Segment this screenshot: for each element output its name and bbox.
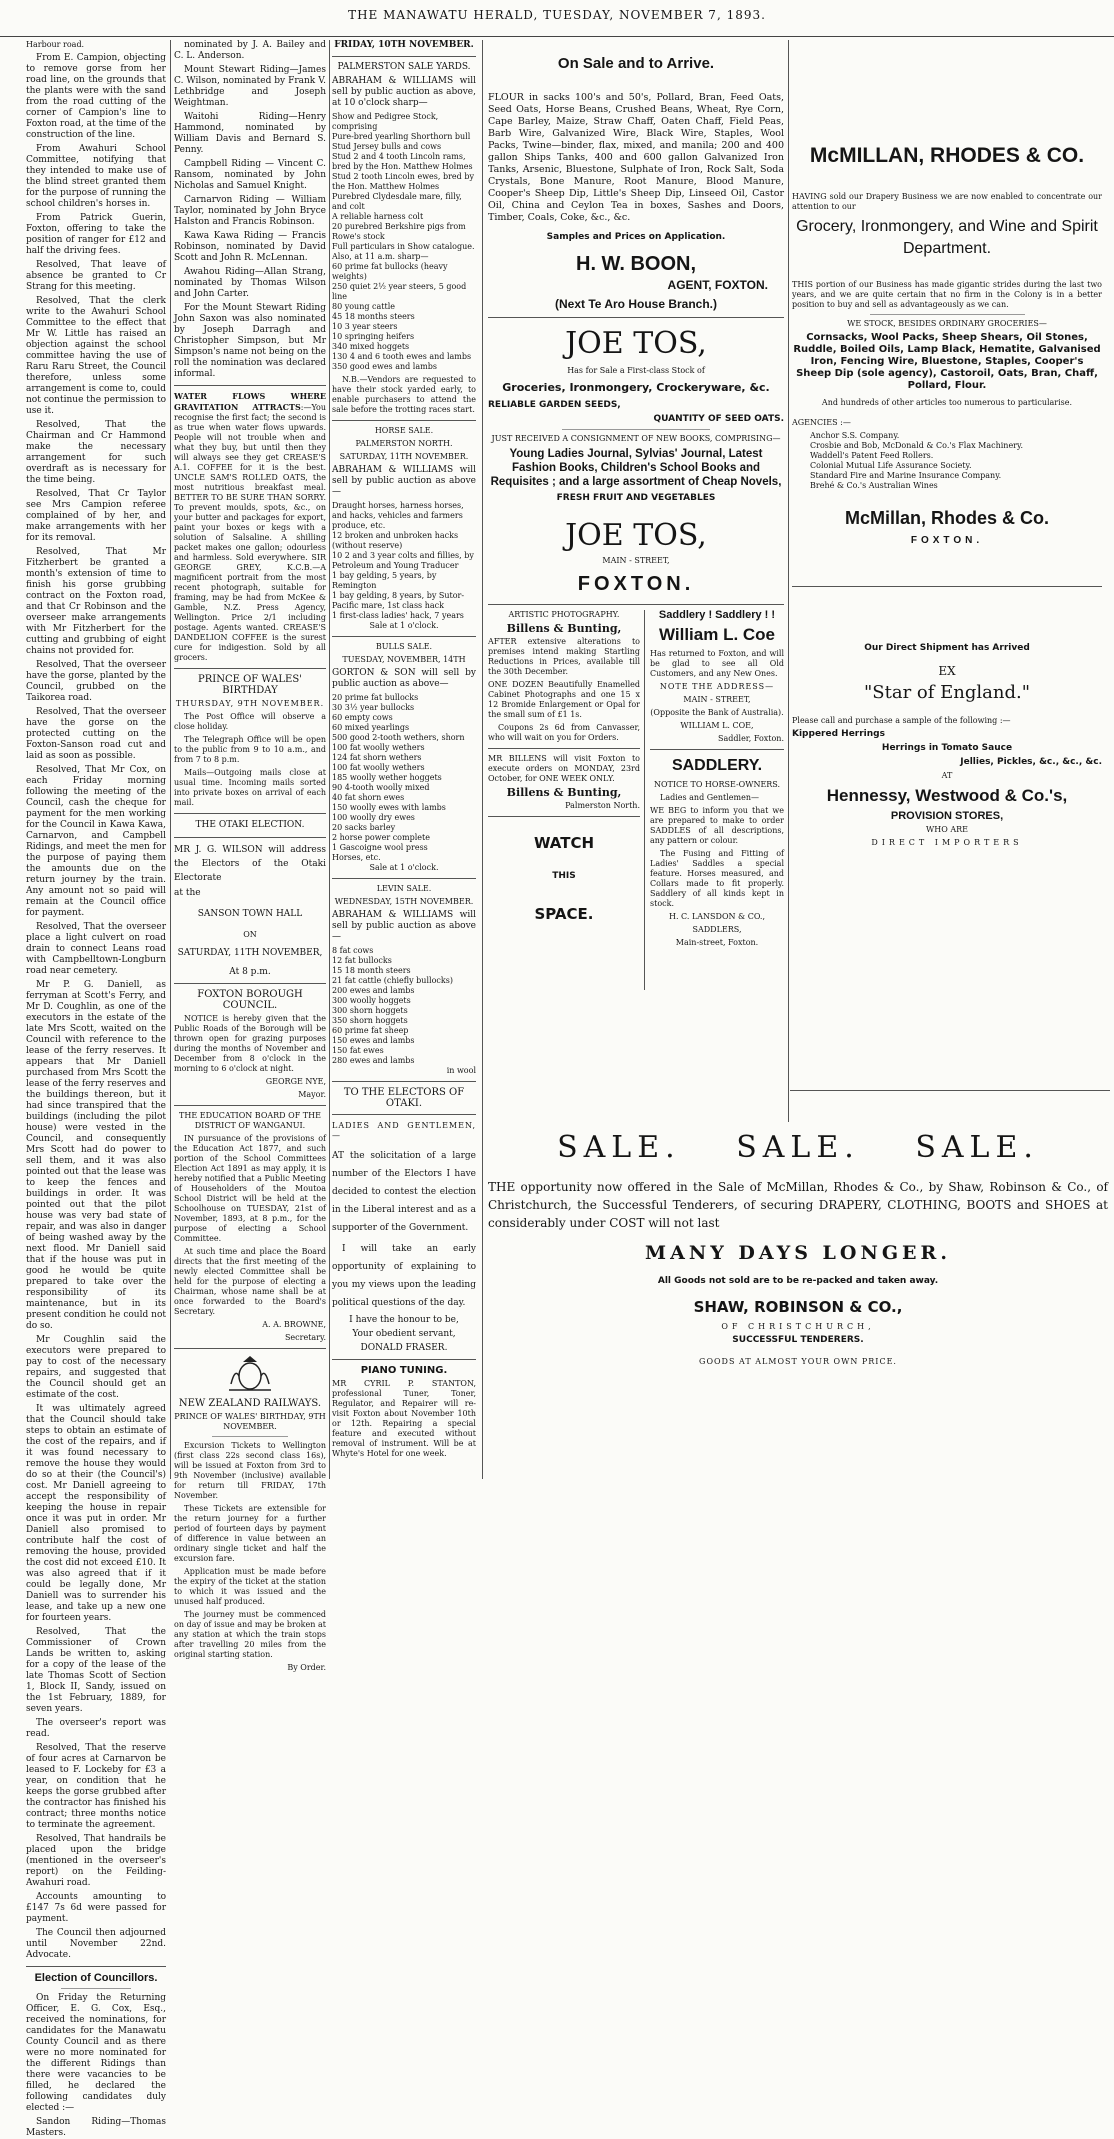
stock-list-item: Purebred Clydesdale mare, filly, and colt xyxy=(332,192,462,211)
levin-list-item: 150 fat ewes xyxy=(332,1046,384,1055)
just-received: JUST RECEIVED A CONSIGNMENT OF NEW BOOKS, COMPRISING— xyxy=(491,434,781,443)
agencies-heading: AGENCIES :— xyxy=(792,418,851,427)
on-sale-title: On Sale and to Arrive. xyxy=(557,55,715,72)
levin-list-item: 60 prime fat sheep xyxy=(332,1026,409,1035)
stock-list-item: 45 18 months steers xyxy=(332,312,415,321)
we-stock: WE STOCK, BESIDES ORDINARY GROCERIES— xyxy=(847,319,1047,328)
horse-list-item: Draught horses, harness horses, and hacks, vehicles and farmers produce, etc. xyxy=(332,501,464,530)
successful-tenderers: SUCCESSFUL TENDERERS. xyxy=(732,1335,864,1345)
railways-p1: Excursion Tickets to Wellington (first class 22s second class 16s), will be issued at Foxton from 3rd to 9th November (inclusive) available for return till FRIDAY, 17th November. xyxy=(174,1441,326,1500)
otaki-line2: at the xyxy=(174,888,201,898)
space-line: SPACE. xyxy=(534,905,594,923)
divider xyxy=(870,314,1025,315)
piano-text: MR CYRIL P. STANTON, professional Tuner, Toner, Regulator, and Repairer will re-visit Foxton about November 10th or 12th. Repairing a special feature and executed without removal of instrument. Will be at Whyte's Hotel for one week. xyxy=(332,1379,476,1458)
report-paragraph: Resolved, That Cr Taylor see Mrs Campion referee complained of by her, and make arrangements with her for its removal. xyxy=(26,489,166,543)
report-paragraph: Resolved, That the Commissioner of Crown Lands be written to, asking for a copy of the lease of the late Thomas Scott of Section 1, Block II, Sandy, issued on the 1st February, 1889, for seven years. xyxy=(26,1627,166,1714)
coe-text: Has returned to Foxton, and will be glad to see all Old Customers, and any New Ones. xyxy=(650,649,784,678)
foxton-heading: FOXTON. xyxy=(577,573,695,595)
direct-shipment: Our Direct Shipment has Arrived xyxy=(864,643,1030,653)
prince-p1: The Post Office will observe a close holiday. xyxy=(174,712,326,731)
gorton-list-item: Horses, etc. xyxy=(332,853,381,862)
gorton-list-item: 2 horse power complete xyxy=(332,833,430,842)
divider xyxy=(790,1090,1110,1091)
divider xyxy=(332,1359,476,1360)
note-address: NOTE THE ADDRESS— xyxy=(659,682,775,691)
grocery-heading: Grocery, Ironmongery, and Wine and Spirit Department. xyxy=(796,218,1098,257)
election-paragraph: Sandon Riding—Thomas Masters. xyxy=(26,2117,166,2138)
gorton-list-item: 40 fat shorn ewes xyxy=(332,793,405,802)
saddlery-heading: Saddlery ! Saddlery ! ! xyxy=(658,609,776,621)
report-paragraph: Resolved, That the overseer have the gorse, planted by the Council, grubbed on the Taikorea road. xyxy=(26,660,166,703)
prince-date: THURSDAY, 9TH NOVEMBER. xyxy=(175,699,325,708)
horse-sale-heading: HORSE SALE. xyxy=(374,426,434,435)
levin-list-item: 280 ewes and lambs xyxy=(332,1056,415,1065)
foxton-borough-sig: GEORGE NYE, xyxy=(265,1077,326,1086)
jellies-pickles: Jellies, Pickles, &c., &c., &c. xyxy=(960,757,1102,767)
divider xyxy=(488,317,784,318)
report-paragraph: The Council then adjourned until November 22nd. Advocate. xyxy=(26,1928,166,1960)
stock-list-item: 130 4 and 6 tooth ewes and lambs xyxy=(332,352,472,361)
mcmillan-foxton: FOXTON. xyxy=(910,535,984,546)
gorton-list-item: 60 empty cows xyxy=(332,713,393,722)
levin-list-item: 350 shorn hoggets xyxy=(332,1016,408,1025)
saddlery-ads xyxy=(650,610,784,951)
divider xyxy=(61,1988,131,1989)
gorton-list-item: 1 Gascoigne wool press xyxy=(332,843,428,852)
report-paragraph: From Patrick Guerin, Foxton, offering to take the position of ranger for £12 and half the driving fees. xyxy=(26,213,166,256)
divider xyxy=(174,1105,326,1106)
gorton-list-item: 90 4-tooth woolly mixed xyxy=(332,783,430,792)
report-paragraph: Accounts amounting to £147 7s 6d were passed for payment. xyxy=(26,1892,166,1924)
divider xyxy=(212,1436,288,1437)
lansdon-address: Main-street, Foxton. xyxy=(675,938,759,947)
ex-line: EX xyxy=(938,664,956,678)
levin-intro: ABRAHAM & WILLIAMS will sell by public auction as above— xyxy=(332,910,476,942)
seed-oats: QUANTITY OF SEED OATS. xyxy=(653,414,784,424)
nomination-paragraph: Kawa Kawa Riding — Francis Robinson, nominated by David Scott and John R. McLennan. xyxy=(174,231,326,263)
education-role: Secretary. xyxy=(284,1333,326,1342)
fragment-heading: Harbour road. xyxy=(26,40,85,49)
ladies-gentlemen: Ladies and Gentlemen— xyxy=(660,793,759,802)
coupons-text: Coupons 2s 6d from Canvasser, who will wait on you for Orders. xyxy=(488,723,640,742)
stock-list-item: 60 prime fat bullocks (heavy weights) xyxy=(332,262,448,281)
lower-ads-row xyxy=(488,610,784,1010)
piano-heading: PIANO TUNING. xyxy=(360,1365,448,1376)
divider xyxy=(332,420,476,421)
fresh-fruit: FRESH FRUIT AND VEGETABLES xyxy=(556,493,716,503)
billens-name: Billens & Bunting, xyxy=(506,622,622,635)
education-sig: A. A. BROWNE, xyxy=(262,1320,326,1329)
prince-p2: The Telegraph Office will be open to the public from 9 to 10 a.m., and from 7 to 8 p.m. xyxy=(174,735,326,764)
divider xyxy=(332,1081,476,1082)
ab-intro: ABRAHAM & WILLIAMS will sell by public auction as above, at 10 o'clock sharp— xyxy=(332,76,476,108)
water-heading: WATER FLOWS WHERE GRAVITATION ATTRACTS xyxy=(174,391,326,412)
divider xyxy=(332,636,476,637)
divider xyxy=(174,668,326,669)
mcmillan-heading: McMILLAN, RHODES & CO. xyxy=(809,144,1085,167)
levin-sale-date: WEDNESDAY, 15TH NOVEMBER. xyxy=(334,897,474,906)
report-paragraph: Resolved, That Mr Cox, on each Friday morning following the meeting of the Council, cash the cheque for payment for the men working for the Council in Kawa Kawa, Carnarvon, and Campbell Ridings, and meet the men for the purpose of paying them the amounts due on the return journey by the train. Any amount not so paid will remain at the Council office for payment. xyxy=(26,765,166,918)
gorton-list-item: 60 mixed yearlings xyxy=(332,723,410,732)
gorton-list-item: 100 fat woolly wethers xyxy=(332,763,425,772)
column-rule xyxy=(329,40,330,1479)
column-rule xyxy=(170,40,171,1479)
horse-list-item: 12 broken and unbroken hacks (without reserve) xyxy=(332,531,459,550)
mcmillan-heading-2: McMillan, Rhodes & Co. xyxy=(844,508,1049,528)
fraser-text2: I will take an early opportunity of explaining to you my views upon the leading political questions of the day. xyxy=(332,1244,476,1308)
column-nominations-notices xyxy=(174,40,326,1672)
stock-list-item: 340 mixed hoggets xyxy=(332,342,410,351)
levin-list-item: 300 shorn hoggets xyxy=(332,1006,408,1015)
please-call: Please call and purchase a sample of the following :— xyxy=(792,716,1011,725)
royal-crest-icon xyxy=(225,1354,275,1394)
of-christchurch: OF CHRISTCHURCH, xyxy=(721,1322,875,1331)
watch-line: WATCH xyxy=(533,834,595,852)
palmerston-north: Palmerston North. xyxy=(565,801,640,810)
horse-list-item: 1 bay gelding, 8 years, by Sutor-Pacific mare, 1st class hack xyxy=(332,591,465,610)
provision-stores: PROVISION STORES, xyxy=(890,810,1004,822)
report-paragraph: From Awahuri School Committee, notifying that they intended to make use of the blind street granted them for the purpose of running the school children's horses in. xyxy=(26,144,166,209)
horse-sale-date: SATURDAY, 11TH NOVEMBER. xyxy=(339,452,469,461)
billens-name-2: Billens & Bunting, xyxy=(506,786,622,799)
this-portion: THIS portion of our Business has made gigantic strides during the last two years, and we are quite certain that no firm in the Colony is in a better position to buy and sell as advantageously as we can. xyxy=(792,280,1102,309)
divider xyxy=(174,983,326,984)
divider xyxy=(644,610,645,990)
coe-signature: WILLIAM L. COE, xyxy=(680,721,754,730)
boon-name: H. W. BOON, xyxy=(576,253,696,275)
honour-line: I have the honour to be, xyxy=(349,1315,459,1325)
election-paragraph: On Friday the Returning Officer, E. G. Cox, Esq., received the nominations, for candidates for the Manawatu County Council and as there were no more nominated for the different Ridings than there were vacancies to be filled, he declared the following candidates duly elected :— xyxy=(26,1993,166,2113)
opposite-bank: (Opposite the Bank of Australia). xyxy=(650,708,784,717)
horse-sale-intro: ABRAHAM & WILLIAMS will sell by public auction as above— xyxy=(332,465,476,497)
report-paragraph: Resolved, That the overseer place a light culvert on road drain to connect Leans road with Campbelltown-Longburn road near cemetery. xyxy=(26,922,166,976)
agency-item: Standard Fire and Marine Insurance Company. xyxy=(810,471,1002,480)
billens-visit: MR BILLENS will visit Foxton to execute orders on MONDAY, 23rd October, for ONE WEEK ONLY. xyxy=(488,754,640,783)
nomination-paragraphs xyxy=(174,40,326,380)
electors-heading: TO THE ELECTORS OF OTAKI. xyxy=(343,1087,465,1109)
railways-p4: The journey must be commenced on day of issue and may be broken at any station at which the train stops after travelling 20 miles from the original starting station. xyxy=(174,1610,326,1659)
levin-sale-heading: LEVIN SALE. xyxy=(376,884,432,893)
report-paragraph: It was ultimately agreed that the Council should take steps to obtain an estimate of the cost of the repairs, and if it was found necessary to remove the house they would do so at their (the Council's) cost. Mr Daniell agreeing to accept the responsibility of keeping the house in repair once it was put in order. Mr Daniell also promised to contribute half the cost of removing the house, provided the cost did not exceed £10. It was also agreed that if it could be legally done, Mr Daniell was to surrender his lease, and take up a new one for fourteen years. xyxy=(26,1404,166,1623)
joe-tos-heading-2: JOE TOS, xyxy=(565,518,707,553)
water-text: :—You recognise the first fact; the second is as true when water flows upwards. People will not trouble when and what they buy, but until then they will always see they get CREASE'S A.1. COFFEE for it is the best. UNCLE SAM'S ROLLED OATS, the most nutritious breakfast meal. BETTER TO BE SURE THAN SORRY. To prevent moulds, spots, &c., on your butter and packages for export, paint your boxes or kegs with a solution of Salsaline. A shilling packet makes one gallon; odourless and harmless. Sold everywhere. SIR GEORGE GREY, K.C.B.—A magnificent portrait from the most recent photograph, suitable for framing, may be had from McKee & Gamble, N.Z. Press Agency, Wellington. Price 2/1 including postage. Agents wanted. CREASE'S DANDELION COFFEE is the surest cure for indigestion. Sold by all grocers. xyxy=(174,403,326,662)
main-street: MAIN - STREET, xyxy=(602,556,670,565)
levin-list xyxy=(332,946,476,1066)
coe-main-street: MAIN - STREET, xyxy=(683,695,751,704)
report-paragraph: Mr P. G. Daniell, as ferryman at Scott's Ferry, and Mr D. Coughlin, as one of the executors in the estate of the late Mrs Scott, waited on the Council with reference to the lease of the ferry reserves. It appears that Mr Daniell purchased from Mrs Scott the lease of the ferry reserves and the buildings thereon, but it had since transpired that the buildings (including the pilot house) were vested in the Council, and consequently Mrs Scott had do power to sell them, and it was also pointed out that the lease was to keep the fences and buildings in order. It was pointed out that the pilot house was very bad state of repair, and was also in danger of being washed away by the next flood. Mr Daniell said that if the house was put in good he would be quite prepared to take over the responsibility of its maintenance, but in its present condition he could not do so. xyxy=(26,980,166,1331)
at-line: AT xyxy=(941,771,953,780)
gorton-list xyxy=(332,693,476,863)
gorton-time: Sale at 1 o'clock. xyxy=(369,863,439,872)
levin-list-item: 8 fat cows xyxy=(332,946,374,955)
otaki-line1: MR J. G. WILSON will address the Electors of the Otaki Electorate xyxy=(174,845,326,883)
gorton-list-item: 100 woolly dry ewes xyxy=(332,813,415,822)
gorton-list-item: 20 sacks barley xyxy=(332,823,396,832)
prince-title: PRINCE OF WALES' BIRTHDAY xyxy=(198,674,302,696)
otaki-title: THE OTAKI ELECTION. xyxy=(195,820,305,830)
divider xyxy=(174,837,326,838)
stock-list-item: Stud 2 tooth Lincoln ewes, bred by the Hon. Matthew Holmes xyxy=(332,172,474,191)
gorton-list-item: 500 good 2-tooth wethers, shorn xyxy=(332,733,465,742)
foxton-borough-role: Mayor. xyxy=(298,1090,326,1099)
agency-item: Crosbie and Bob, McDonald & Co.'s Flax Machinery. xyxy=(810,441,1024,450)
horse-list xyxy=(332,501,476,621)
bulls-sale-date: TUESDAY, NOVEMBER, 14TH xyxy=(342,655,466,664)
photography-ad xyxy=(488,610,640,946)
friday-date: FRIDAY, 10TH NOVEMBER. xyxy=(334,40,474,50)
divider xyxy=(562,429,710,430)
railways-p3: Application must be made before the expiry of the ticket at the station to which it was issued and the unused half produced. xyxy=(174,1567,326,1606)
report-paragraph: Mr Coughlin said the executors were prepared to pay to cost of the necessary repairs, and suggested that the Council should get an estimate of the cost. xyxy=(26,1335,166,1400)
divider xyxy=(332,1114,476,1115)
lansdon-saddlers: SADDLERS, xyxy=(692,925,742,934)
stock-list-item: Stud Jersey bulls and cows xyxy=(332,142,442,151)
stock-list xyxy=(332,112,476,372)
hennessy-heading: Hennessy, Westwood & Co.'s, xyxy=(826,786,1068,805)
photography-text2: ONE DOZEN Beautifully Enamelled Cabinet Photographs and one 15 x 12 Bromide Enlargement or Opal for the small sum of £1 1s. xyxy=(488,680,640,719)
sale-advertisement xyxy=(488,1122,1108,1482)
having-sold: HAVING sold our Drapery Business we are now enabled to concentrate our attention to our xyxy=(792,192,1102,211)
divider xyxy=(650,749,784,750)
on-sale-text: FLOUR in sacks 100's and 50's, Pollard, Bran, Feed Oats, Seed Oats, Horse Beans, Crushed Beans, Wheat, Rye Corn, Cape Barley, Maize, Straw Chaff, Oaten Chaff, Field Peas, Barb Wire, Galvanized Wire, Black Wire, Staples, Wool Packs, Twine—binder, flax, mixed, and manila; 200 and 400 gallon Ships Tanks, 400 and 600 gallon Galvanized Iron Tanks, Arsenic, Bluestone, Sulphate of Iron, Rock Salt, Soda Crystals, Bone Manure, Root Manure, Blood Manure, Cooper's Sheep Dip, Little's Sheep Dip, Linseed Oil, Castor Oil, China and Ceylon Tea in boxes, Sashes and Doors, Timber, Coals, Coke, &c., &c. xyxy=(488,92,784,223)
nomination-paragraph: Campbell Riding — Vincent C. Ransom, nominated by John Nicholas and Samuel Knight. xyxy=(174,159,326,191)
horse-list-item: 1 first-class ladies' hack, 7 years xyxy=(332,611,464,620)
horse-list-item: 1 bay gelding, 5 years, by Remington xyxy=(332,571,437,590)
nomination-paragraph: For the Mount Stewart Riding John Saxon was also nominated by Joseph Darragh and Christopher Simpson, but Mr Simpson's name not being on the roll the nomination was declared informal. xyxy=(174,303,326,379)
photography-heading: ARTISTIC PHOTOGRAPHY. xyxy=(508,610,620,619)
column-rule xyxy=(482,40,483,1479)
in-wool-note: in wool xyxy=(446,1066,476,1075)
column-mcmillan-ads xyxy=(792,40,1102,1080)
nomination-paragraph: nominated by J. A. Bailey and C. L. Anderson. xyxy=(174,40,326,61)
nomination-paragraph: Awahou Riding—Allan Strang, nominated by Thomas Wilson and John Carter. xyxy=(174,267,326,299)
notice-horse-owners: NOTICE TO HORSE-OWNERS. xyxy=(653,780,781,789)
gorton-list-item: 20 prime fat bullocks xyxy=(332,693,419,702)
stock-list-item: Show and Pedigree Stock, comprising xyxy=(332,112,439,131)
photography-text: AFTER extensive alterations to premises intend making Startling Reductions in Prices, available till the 30th December. xyxy=(488,637,640,676)
this-line: THIS xyxy=(552,871,576,881)
gorton-list-item: 185 woolly wether hoggets xyxy=(332,773,442,782)
servant-line: Your obedient servant, xyxy=(352,1329,456,1339)
stock-list-item: Also, at 11 a.m. sharp— xyxy=(332,252,429,261)
divider xyxy=(332,56,476,57)
report-paragraph: Resolved, That leave of absence be granted to Cr Strang for this meeting. xyxy=(26,260,166,292)
nomination-paragraph: Mount Stewart Riding—James C. Wilson, nominated by Frank V. Lethbridge and Joseph Weightman. xyxy=(174,65,326,108)
boon-agent: AGENT, FOXTON. xyxy=(667,278,768,292)
star-of-england: "Star of England." xyxy=(864,682,1030,703)
stock-list-item: 10 3 year steers xyxy=(332,322,398,331)
divider xyxy=(792,586,1102,587)
agency-item: Anchor S.S. Company. xyxy=(810,431,900,440)
vendors-note: N.B.—Vendors are requested to have their stock yarded early, to enable purchasers to attend the sale before the trotting races start. xyxy=(332,375,476,414)
election-paragraphs xyxy=(26,1993,166,2139)
levin-list-item: 15 18 month steers xyxy=(332,966,411,975)
otaki-time: At 8 p.m. xyxy=(229,967,271,977)
otaki-place: SANSON TOWN HALL xyxy=(197,909,303,919)
horse-sale-time: Sale at 1 o'clock. xyxy=(369,621,439,630)
hundreds-line: And hundreds of other articles too numerous to particularise. xyxy=(821,398,1073,407)
gorton-intro: GORTON & SON will sell by public auction as above— xyxy=(332,668,476,689)
report-paragraph: Resolved, That Mr Fitzherbert be granted a month's extension of time to finish his gorse grubbing contract on the Foxton road, and that Cr Robinson and the overseer make arrangements with Mr Fitzherbert for the cutting and grubbing of eight chains not provided for. xyxy=(26,547,166,656)
sale-text: THE opportunity now offered in the Sale of McMillan, Rhodes & Co., by Shaw, Robinson & Co., of Christchurch, the Successful Tenderers, of securing DRAPERY, CLOTHING, BOOTS and SHOES at considerably under COST will not last xyxy=(488,1180,1108,1230)
has-for-sale: Has for Sale a First-class Stock of xyxy=(567,366,705,375)
fraser-text: AT the solicitation of a large number of the Electors I have decided to contest the election in the Liberal interest and as a supporter of the Government. xyxy=(332,1151,476,1233)
masthead: THE MANAWATU HERALD, TUESDAY, NOVEMBER 7, 1893. xyxy=(0,0,1114,37)
herrings-tomato: Herrings in Tomato Sauce xyxy=(881,743,1013,753)
groceries-line: Groceries, Ironmongery, Crockeryware, &c. xyxy=(502,381,770,394)
horse-list-item: 10 2 and 3 year colts and fillies, by Petroleum and Young Traducer xyxy=(332,551,474,570)
gorton-list-item: 30 3½ year bullocks xyxy=(332,703,415,712)
railways-p2: These Tickets are extensible for the return journey for a further period of fourteen days by payment of difference in value between an ordinary single ticket and half the excursion fare. xyxy=(174,1504,326,1563)
repacked-line: All Goods not sold are to be re-packed and taken away. xyxy=(657,1276,939,1286)
divider xyxy=(488,748,640,749)
nomination-paragraph: Waitohi Riding—Henry Hammond, nominated by William Davis and Bernard S. Penny. xyxy=(174,112,326,155)
joe-tos-heading: JOE TOS, xyxy=(565,326,707,361)
education-title: THE EDUCATION BOARD OF THE DISTRICT OF WANGANUI. xyxy=(179,1111,321,1130)
report-paragraph: Resolved, That the overseer have the gorse on the protected cutting on the Foxton-Sanson road cut and laid as soon as possible. xyxy=(26,707,166,761)
stock-list-item: 20 purebred Berkshire pigs from Rowe's stock xyxy=(332,222,466,241)
divider xyxy=(488,816,640,817)
palmerston-yards: PALMERSTON SALE YARDS. xyxy=(337,62,471,72)
stock-list-item: Stud 2 and 4 tooth Lincoln rams, bred by the Hon. Matthew Holmes xyxy=(332,152,473,171)
agencies-list xyxy=(792,431,1102,491)
report-paragraph: Resolved, That the reserve of four acres at Carnarvon be leased to F. Lockeby for £3 a year, on condition that he keeps the gorse grubbed after the contractor has finished his contract; three months notice to terminate the agreement. xyxy=(26,1743,166,1830)
books-list: Young Ladies Journal, Sylvias' Journal, Latest Fashion Books, Children's School Books and Requisites ; and a large assortment of Cheap Novels, xyxy=(490,448,782,488)
direct-importers: DIRECT IMPORTERS xyxy=(871,838,1023,847)
boon-address: (Next Te Aro House Branch.) xyxy=(554,297,718,311)
divider xyxy=(26,1966,166,1967)
garden-seeds: RELIABLE GARDEN SEEDS, xyxy=(488,400,621,410)
column-auction-notices xyxy=(332,40,476,1479)
divider xyxy=(332,878,476,879)
bulls-sale-heading: BULLS SALE. xyxy=(375,642,433,651)
stock-list-item: A reliable harness colt xyxy=(332,212,424,221)
lansdon-name: H. C. LANSDON & CO., xyxy=(668,912,766,921)
kippered-herrings: Kippered Herrings xyxy=(792,729,885,739)
stock-list-item: Pure-bred yearling Shorthorn bull xyxy=(332,132,471,141)
coe-name: William L. Coe xyxy=(658,625,776,644)
stock-list-item: 80 young cattle xyxy=(332,302,395,311)
election-heading: Election of Councillors. xyxy=(34,1972,158,1984)
divider xyxy=(488,604,784,605)
prince-p3: Mails—Outgoing mails close at usual time. Incoming mails sorted into private boxes on arrival of each mail. xyxy=(174,768,326,807)
divider xyxy=(174,813,326,814)
samples-line: Samples and Prices on Application. xyxy=(546,232,726,242)
salutation: LADIES AND GENTLEMEN,— xyxy=(332,1121,476,1140)
fusing-text: The Fusing and Fitting of Ladies' Saddles a special feature. Horses measured, and Collars made to fit properly. Saddlery of all kinds kept in stock. xyxy=(650,849,784,908)
gorton-list-item: 100 fat woolly wethers xyxy=(332,743,425,752)
goods-price: GOODS AT ALMOST YOUR OWN PRICE. xyxy=(699,1357,897,1366)
we-beg-text: WE BEG to inform you that we are prepared to make to order SADDLES of all descriptions, any pattern or colour. xyxy=(650,806,784,845)
sale-title: SALE. SALE. SALE. xyxy=(557,1130,1039,1165)
education-text: IN pursuance of the provisions of the Education Act 1877, and such portion of the School Committees Election Act 1891 as may apply, it is hereby notified that a Public Meeting of Householders of the Moutoa School District will be held at the Schoolhouse on TUESDAY, 21st of November, 1893, at 8 p.m., for the purpose of electing a School Committee. xyxy=(174,1134,326,1243)
many-days-longer: MANY DAYS LONGER. xyxy=(645,1242,951,1264)
levin-list-item: 12 fat bullocks xyxy=(332,956,392,965)
horse-sale-place: PALMERSTON NORTH. xyxy=(355,439,453,448)
railways-title: NEW ZEALAND RAILWAYS. xyxy=(178,1398,322,1409)
foxton-borough-text: NOTICE is hereby given that the Public Roads of the Borough will be thrown open for grazing purposes during the months of November and December from 8 o'clock in the morning to 6 o'clock at night. xyxy=(174,1014,326,1073)
otaki-date: SATURDAY, 11TH NOVEMBER, xyxy=(177,948,323,958)
shaw-robinson: SHAW, ROBINSON & CO., xyxy=(693,1298,903,1316)
railways-sub: PRINCE OF WALES' BIRTHDAY, 9TH NOVEMBER. xyxy=(174,1412,326,1431)
who-are: WHO ARE xyxy=(926,825,968,834)
coe-role: Saddler, Foxton. xyxy=(718,734,784,743)
stock-list-item: 350 good ewes and lambs xyxy=(332,362,437,371)
gorton-list-item: 150 woolly ewes with lambs xyxy=(332,803,446,812)
railways-sig: By Order. xyxy=(287,1663,326,1672)
foxton-borough-title: FOXTON BOROUGH COUNCIL. xyxy=(197,989,303,1011)
nomination-paragraph: Carnarvon Riding — William Taylor, nominated by John Bryce Halston and Francis Robinson. xyxy=(174,195,326,227)
education-text2: At such time and place the Board directs that the first meeting of the newly elected Committee shall be held for the purpose of electing a Chairman, whose name shall be at once forwarded to the Board's Secretary. xyxy=(174,1247,326,1316)
stock-list-item: Full particulars in Show catalogue. xyxy=(332,242,475,251)
stock-list-item: 10 springing heifers xyxy=(332,332,415,341)
levin-list-item: 200 ewes and lambs xyxy=(332,986,415,995)
report-paragraph: Resolved, That handrails be placed upon the bridge (mentioned in the overseer's report) on the Feilding-Awahuri road. xyxy=(26,1834,166,1888)
agency-item: Colonial Mutual Life Assurance Society. xyxy=(810,461,972,470)
fraser-signature: DONALD FRASER. xyxy=(360,1343,448,1353)
levin-list-item: 300 woolly hoggets xyxy=(332,996,411,1005)
divider xyxy=(174,385,326,386)
report-paragraph: Resolved, That the clerk write to the Awahuri School Committee to the effect that Mr W. Little has raised an objection against the school committee having the use of Raru Raru Street, the Council therefore, unless some arrangement is come to, could not continue the permission to use it. xyxy=(26,296,166,416)
levin-list-item: 21 fat cattle (chiefly bullocks) xyxy=(332,976,453,985)
stock-list: Cornsacks, Wool Packs, Sheep Shears, Oil Stones, Ruddle, Boiled Oils, Lamp Black, Hematite, Galvanised Iron, Fencing Wire, Bluestone, Staples, Cooper's Sheep Dip (sole agency), Castoroil, Oats, Bran, Chaff, Pollard, Flour. xyxy=(793,332,1101,391)
council-report-paragraphs xyxy=(26,53,166,1961)
otaki-on: ON xyxy=(243,930,257,939)
gorton-list-item: 124 fat shorn wethers xyxy=(332,753,422,762)
report-paragraph: From E. Campion, objecting to remove gorse from her road line, on the grounds that the plants were with the sand from the road cutting of the corner of Campion's line to Foxton road, at the time of the construction of the line. xyxy=(26,53,166,140)
agency-item: Brehé & Co.'s Australian Wines xyxy=(810,481,938,490)
report-paragraph: Resolved, That the Chairman and Cr Hammond make the necessary arrangement for such overdraft as is necessary for the time being. xyxy=(26,420,166,485)
report-paragraph: The overseer's report was read. xyxy=(26,1718,166,1739)
stock-list-item: 250 quiet 2½ year steers, 5 good line xyxy=(332,282,467,301)
levin-list-item: 150 ewes and lambs xyxy=(332,1036,415,1045)
column-council-report xyxy=(26,40,166,2138)
divider xyxy=(174,1348,326,1349)
agency-item: Waddell's Patent Feed Rollers. xyxy=(810,451,934,460)
saddlery-heading-2: SADDLERY. xyxy=(671,757,763,774)
